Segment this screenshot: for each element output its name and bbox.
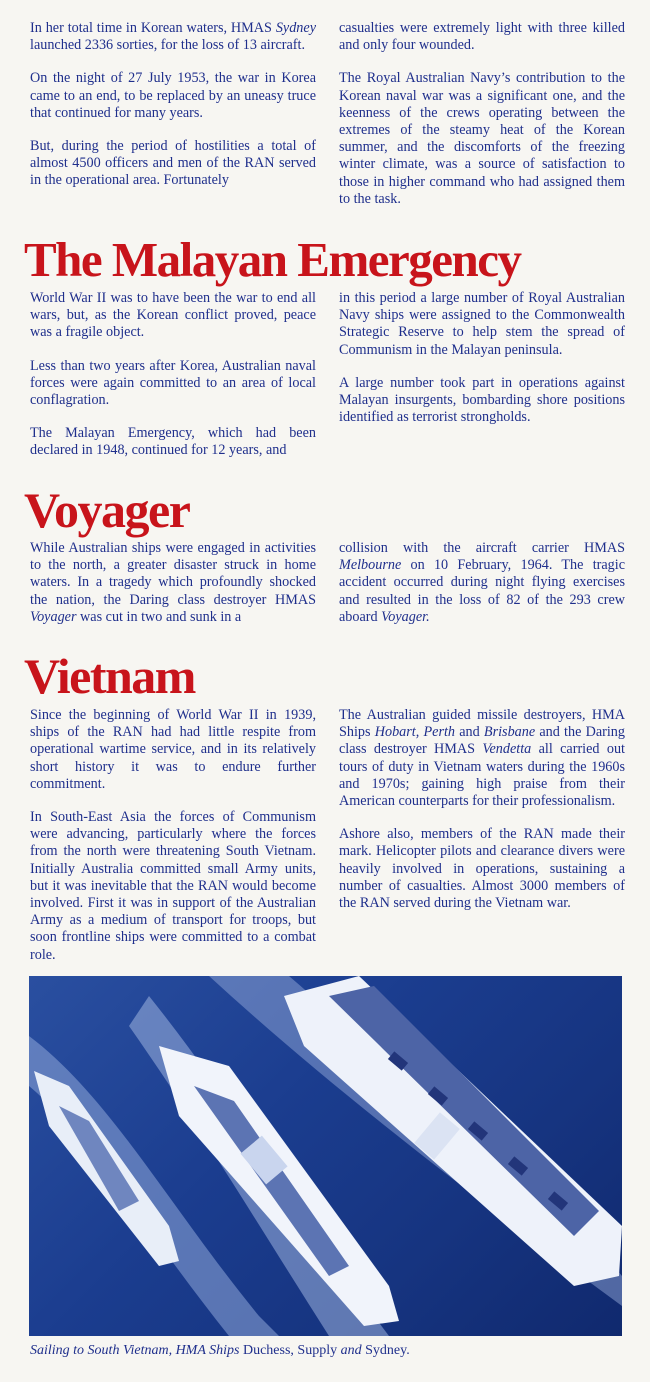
paragraph: Ashore also, members of the RAN made their mark. Helicopter pilots and clearance divers were heavily involved in operations, sustaining a number of casualties. Almost 3000 members of the RAN served during the Vietnam war. [339,826,625,912]
paragraph: In South-East Asia the forces of Communism were advancing, particularly where the forces from the north were threatening South Vietnam. Initially Australia committed small Army units, but it was inevitable that the RAN would become involved. First it was in support of the Australian Army as a medium of transport for troops, but soon frontline ships were committed to a combat role. [30,809,316,963]
voyager-right-column [339,540,625,642]
paragraph: Less than two years after Korea, Australian naval forces were again committed to an area of local conflagration. [30,357,316,409]
paragraph: The Royal Australian Navy’s contribution to the Korean naval war was a significant one, and the keenness of the crews operating between the extremes of the steamy heat of the Korean summer, and the discomforts of the freezing winter climate, was a source of satisfaction to those in higher command who had assigned them to the task. [339,70,625,207]
ships-illustration [29,976,622,1336]
section-heading-malayan-emergency: The Malayan Emergency [24,232,521,287]
paragraph: collision with the aircraft carrier HMAS Melbourne on 10 February, 1964. The tragic accident occurred during night flying exercises and resulted in the loss of 82 of the 293 crew aboard Voyager. [339,540,625,625]
paragraph: Since the beginning of World War II in 1939, ships of the RAN had had little respite from operational wartime service, and in its relatively short history it was to endure further commitment. [30,707,316,792]
paragraph: in this period a large number of Royal Australian Navy ships were assigned to the Commonwealth Strategic Reserve to help stem the spread of Communism in the Malayan peninsula. [339,290,625,358]
korea-right-column [339,20,625,224]
korea-left-column [30,20,316,206]
vietnam-left-column [30,707,316,980]
paragraph: On the night of 27 July 1953, the war in Korea came to an end, to be replaced by an uneasy truce that continued for many years. [30,70,316,121]
section-heading-voyager: Voyager [24,482,190,538]
malayan-right-column [339,290,625,442]
paragraph: The Australian guided missile destroyers, HMA Ships Hobart, Perth and Brisbane and the Daring class destroyer HMAS Vendetta all carried out tours of duty in Vietnam waters during the 1960s and 1970s; gaining high praise from their American counterparts for their professionalism. [339,707,625,810]
voyager-left-column [30,540,316,642]
paragraph: While Australian ships were engaged in activities to the north, a greater disaster struck in home waters. In a tragedy which profoundly shocked the nation, the Daring class destroyer HMAS Voyager was cut in two and sunk in a [30,540,316,625]
paragraph: In her total time in Korean waters, HMAS Sydney launched 2336 sorties, for the loss of 13 aircraft. [30,20,316,54]
section-heading-vietnam: Vietnam [24,648,195,704]
vietnam-right-column [339,707,625,928]
paragraph: But, during the period of hostilities a total of almost 4500 officers and men of the RAN served in the operational area. Fortunately [30,138,316,189]
paragraph: casualties were extremely light with three killed and only four wounded. [339,20,625,54]
paragraph: The Malayan Emergency, which had been declared in 1948, continued for 12 years, and [30,425,316,459]
photo-caption: Sailing to South Vietnam, HMA Ships Duchess, Supply and Sydney. [30,1343,410,1358]
malayan-left-column [30,290,316,476]
paragraph: World War II was to have been the war to end all wars, but, as the Korean conflict proved, peace was a fragile object. [30,290,316,341]
paragraph: A large number took part in operations against Malayan insurgents, bombarding shore positions identified as terrorist strongholds. [339,374,625,426]
ships-photo [29,976,622,1336]
